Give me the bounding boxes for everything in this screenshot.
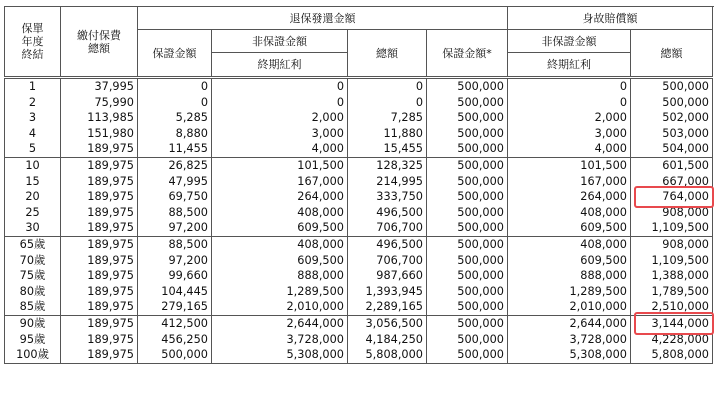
surrender-terminal-bonus-cell: 408,000 [212, 205, 348, 221]
surrender-total-cell: 15,455 [348, 141, 427, 157]
table-row [5, 220, 713, 236]
policy-year-cell: 2 [5, 95, 61, 111]
total-premium-cell: 113,985 [61, 110, 138, 126]
policy-year-cell: 75歲 [5, 268, 61, 284]
surrender-guaranteed-cell: 88,500 [138, 236, 212, 252]
total-premium-cell: 189,975 [61, 347, 138, 363]
death-total-cell: 908,000 [631, 236, 713, 252]
death-guaranteed-cell: 500,000 [427, 189, 508, 205]
table-body [5, 78, 713, 364]
death-terminal-bonus-cell: 1,289,500 [508, 284, 631, 300]
surrender-total-cell: 214,995 [348, 174, 427, 190]
death-total-cell: 502,000 [631, 110, 713, 126]
table-row [5, 236, 713, 252]
surrender-terminal-bonus-cell: 2,010,000 [212, 299, 348, 315]
surrender-total-cell: 0 [348, 78, 427, 95]
benefit-table [4, 6, 713, 364]
policy-year-cell: 10 [5, 157, 61, 173]
death-terminal-bonus-cell: 4,000 [508, 141, 631, 157]
death-guaranteed-cell: 500,000 [427, 126, 508, 142]
surrender-guaranteed-cell: 69,750 [138, 189, 212, 205]
policy-year-cell: 70歲 [5, 253, 61, 269]
death-terminal-bonus-cell: 264,000 [508, 189, 631, 205]
policy-year-cell: 3 [5, 110, 61, 126]
table-row [5, 157, 713, 173]
surrender-terminal-bonus-cell: 0 [212, 78, 348, 95]
surrender-guaranteed-cell: 47,995 [138, 174, 212, 190]
death-total-cell: 1,388,000 [631, 268, 713, 284]
table-row [5, 141, 713, 157]
death-terminal-bonus-cell: 2,010,000 [508, 299, 631, 315]
death-total-cell: 908,000 [631, 205, 713, 221]
death-terminal-bonus-cell: 2,644,000 [508, 315, 631, 331]
death-guaranteed-cell: 500,000 [427, 268, 508, 284]
policy-year-cell: 4 [5, 126, 61, 142]
death-guaranteed-cell: 500,000 [427, 78, 508, 95]
total-premium-cell: 151,980 [61, 126, 138, 142]
policy-year-cell: 65歲 [5, 236, 61, 252]
surrender-total-cell: 7,285 [348, 110, 427, 126]
death-total-cell: 500,000 [631, 78, 713, 95]
surrender-non-guaranteed-header: 非保證金額 [212, 30, 348, 53]
surrender-value-header: 退保發還金額 [138, 7, 508, 30]
total-premium-cell: 189,975 [61, 315, 138, 331]
surrender-total-cell: 5,808,000 [348, 347, 427, 363]
death-non-guaranteed-header: 非保證金額 [508, 30, 631, 53]
surrender-total-header: 總額 [348, 30, 427, 78]
surrender-guaranteed-cell: 412,500 [138, 315, 212, 331]
policy-year-cell: 90歲 [5, 315, 61, 331]
table-row [5, 315, 713, 331]
table-row [5, 78, 713, 95]
death-total-cell: 5,808,000 [631, 347, 713, 363]
death-terminal-bonus-cell: 3,728,000 [508, 332, 631, 348]
death-terminal-bonus-cell: 101,500 [508, 157, 631, 173]
death-guaranteed-cell: 500,000 [427, 347, 508, 363]
table-row [5, 95, 713, 111]
policy-year-cell: 30 [5, 220, 61, 236]
death-total-cell: 4,228,000 [631, 332, 713, 348]
policy-year-cell: 25 [5, 205, 61, 221]
policy-year-cell: 15 [5, 174, 61, 190]
death-guaranteed-cell: 500,000 [427, 174, 508, 190]
death-guaranteed-cell: 500,000 [427, 299, 508, 315]
surrender-guaranteed-cell: 5,285 [138, 110, 212, 126]
death-terminal-bonus-cell: 609,500 [508, 253, 631, 269]
surrender-total-cell: 706,700 [348, 253, 427, 269]
death-terminal-bonus-cell: 5,308,000 [508, 347, 631, 363]
surrender-terminal-bonus-cell: 609,500 [212, 253, 348, 269]
surrender-guaranteed-cell: 11,455 [138, 141, 212, 157]
death-terminal-bonus-cell: 167,000 [508, 174, 631, 190]
surrender-terminal-bonus-cell: 101,500 [212, 157, 348, 173]
surrender-terminal-bonus-cell: 3,000 [212, 126, 348, 142]
death-total-cell: 1,109,500 [631, 253, 713, 269]
death-terminal-bonus-cell: 408,000 [508, 205, 631, 221]
total-premium-cell: 189,975 [61, 332, 138, 348]
surrender-guaranteed-header: 保證金額 [138, 30, 212, 78]
death-terminal-bonus-cell: 2,000 [508, 110, 631, 126]
surrender-terminal-bonus-cell: 264,000 [212, 189, 348, 205]
table-row [5, 174, 713, 190]
total-premium-cell: 189,975 [61, 284, 138, 300]
total-premium-cell: 189,975 [61, 220, 138, 236]
death-total-cell: 500,000 [631, 95, 713, 111]
table-row [5, 253, 713, 269]
surrender-terminal-bonus-cell: 888,000 [212, 268, 348, 284]
policy-year-cell: 1 [5, 78, 61, 95]
death-guaranteed-cell: 500,000 [427, 315, 508, 331]
policy-year-cell: 85歲 [5, 299, 61, 315]
total-premium-cell: 189,975 [61, 189, 138, 205]
death-guaranteed-cell: 500,000 [427, 220, 508, 236]
surrender-total-cell: 706,700 [348, 220, 427, 236]
table-row [5, 126, 713, 142]
total-premium-cell: 189,975 [61, 174, 138, 190]
total-premium-cell: 189,975 [61, 157, 138, 173]
policy-year-cell: 95歲 [5, 332, 61, 348]
surrender-terminal-bonus-cell: 1,289,500 [212, 284, 348, 300]
surrender-terminal-bonus-header: 終期紅利 [212, 53, 348, 78]
table-row [5, 299, 713, 315]
surrender-guaranteed-cell: 104,445 [138, 284, 212, 300]
policy-year-cell: 20 [5, 189, 61, 205]
total-premium-cell: 189,975 [61, 299, 138, 315]
total-premium-header: 繳付保費 總額 [61, 7, 138, 78]
surrender-terminal-bonus-cell: 167,000 [212, 174, 348, 190]
surrender-guaranteed-cell: 500,000 [138, 347, 212, 363]
table-row [5, 347, 713, 363]
death-guaranteed-cell: 500,000 [427, 332, 508, 348]
death-terminal-bonus-cell: 0 [508, 78, 631, 95]
surrender-total-cell: 4,184,250 [348, 332, 427, 348]
death-total-header: 總額 [631, 30, 713, 78]
total-premium-cell: 75,990 [61, 95, 138, 111]
surrender-guaranteed-cell: 26,825 [138, 157, 212, 173]
surrender-total-cell: 496,500 [348, 236, 427, 252]
surrender-guaranteed-cell: 88,500 [138, 205, 212, 221]
surrender-total-cell: 128,325 [348, 157, 427, 173]
surrender-terminal-bonus-cell: 5,308,000 [212, 347, 348, 363]
death-terminal-bonus-cell: 609,500 [508, 220, 631, 236]
death-total-cell: 504,000 [631, 141, 713, 157]
death-total-cell: 1,789,500 [631, 284, 713, 300]
table-row [5, 268, 713, 284]
surrender-terminal-bonus-cell: 2,644,000 [212, 315, 348, 331]
death-terminal-bonus-header: 終期紅利 [508, 53, 631, 78]
table-row [5, 189, 713, 205]
death-total-cell: 2,510,000 [631, 299, 713, 315]
death-guaranteed-header: 保證金額* [427, 30, 508, 78]
surrender-guaranteed-cell: 0 [138, 95, 212, 111]
table-row [5, 332, 713, 348]
death-guaranteed-cell: 500,000 [427, 141, 508, 157]
death-guaranteed-cell: 500,000 [427, 253, 508, 269]
surrender-guaranteed-cell: 99,660 [138, 268, 212, 284]
death-terminal-bonus-cell: 3,000 [508, 126, 631, 142]
death-guaranteed-cell: 500,000 [427, 236, 508, 252]
total-premium-cell: 189,975 [61, 141, 138, 157]
surrender-guaranteed-cell: 97,200 [138, 220, 212, 236]
surrender-total-cell: 1,393,945 [348, 284, 427, 300]
total-premium-cell: 189,975 [61, 268, 138, 284]
surrender-total-cell: 0 [348, 95, 427, 111]
death-guaranteed-cell: 500,000 [427, 205, 508, 221]
death-total-cell: 3,144,000 [631, 315, 713, 331]
death-total-cell: 601,500 [631, 157, 713, 173]
table-row [5, 205, 713, 221]
death-total-cell: 764,000 [631, 189, 713, 205]
surrender-terminal-bonus-cell: 2,000 [212, 110, 348, 126]
surrender-guaranteed-cell: 279,165 [138, 299, 212, 315]
surrender-total-cell: 333,750 [348, 189, 427, 205]
surrender-total-cell: 496,500 [348, 205, 427, 221]
surrender-terminal-bonus-cell: 408,000 [212, 236, 348, 252]
policy-year-cell: 5 [5, 141, 61, 157]
surrender-terminal-bonus-cell: 4,000 [212, 141, 348, 157]
death-terminal-bonus-cell: 408,000 [508, 236, 631, 252]
surrender-total-cell: 2,289,165 [348, 299, 427, 315]
death-benefit-header: 身故賠償額 [508, 7, 713, 30]
table-row [5, 110, 713, 126]
total-premium-cell: 189,975 [61, 253, 138, 269]
total-premium-cell: 189,975 [61, 236, 138, 252]
surrender-guaranteed-cell: 0 [138, 78, 212, 95]
death-guaranteed-cell: 500,000 [427, 284, 508, 300]
death-guaranteed-cell: 500,000 [427, 110, 508, 126]
death-terminal-bonus-cell: 0 [508, 95, 631, 111]
surrender-terminal-bonus-cell: 0 [212, 95, 348, 111]
death-guaranteed-cell: 500,000 [427, 157, 508, 173]
policy-year-cell: 80歲 [5, 284, 61, 300]
table-row [5, 284, 713, 300]
total-premium-cell: 37,995 [61, 78, 138, 95]
surrender-guaranteed-cell: 456,250 [138, 332, 212, 348]
surrender-total-cell: 987,660 [348, 268, 427, 284]
surrender-total-cell: 3,056,500 [348, 315, 427, 331]
surrender-total-cell: 11,880 [348, 126, 427, 142]
death-total-cell: 503,000 [631, 126, 713, 142]
death-total-cell: 667,000 [631, 174, 713, 190]
death-terminal-bonus-cell: 888,000 [508, 268, 631, 284]
policy-year-cell: 100歲 [5, 347, 61, 363]
death-total-cell: 1,109,500 [631, 220, 713, 236]
benefit-illustration [4, 6, 712, 364]
policy-year-header: 保單 年度 終結 [5, 7, 61, 78]
total-premium-cell: 189,975 [61, 205, 138, 221]
table-header [5, 7, 713, 78]
death-guaranteed-cell: 500,000 [427, 95, 508, 111]
surrender-guaranteed-cell: 8,880 [138, 126, 212, 142]
surrender-guaranteed-cell: 97,200 [138, 253, 212, 269]
surrender-terminal-bonus-cell: 609,500 [212, 220, 348, 236]
surrender-terminal-bonus-cell: 3,728,000 [212, 332, 348, 348]
